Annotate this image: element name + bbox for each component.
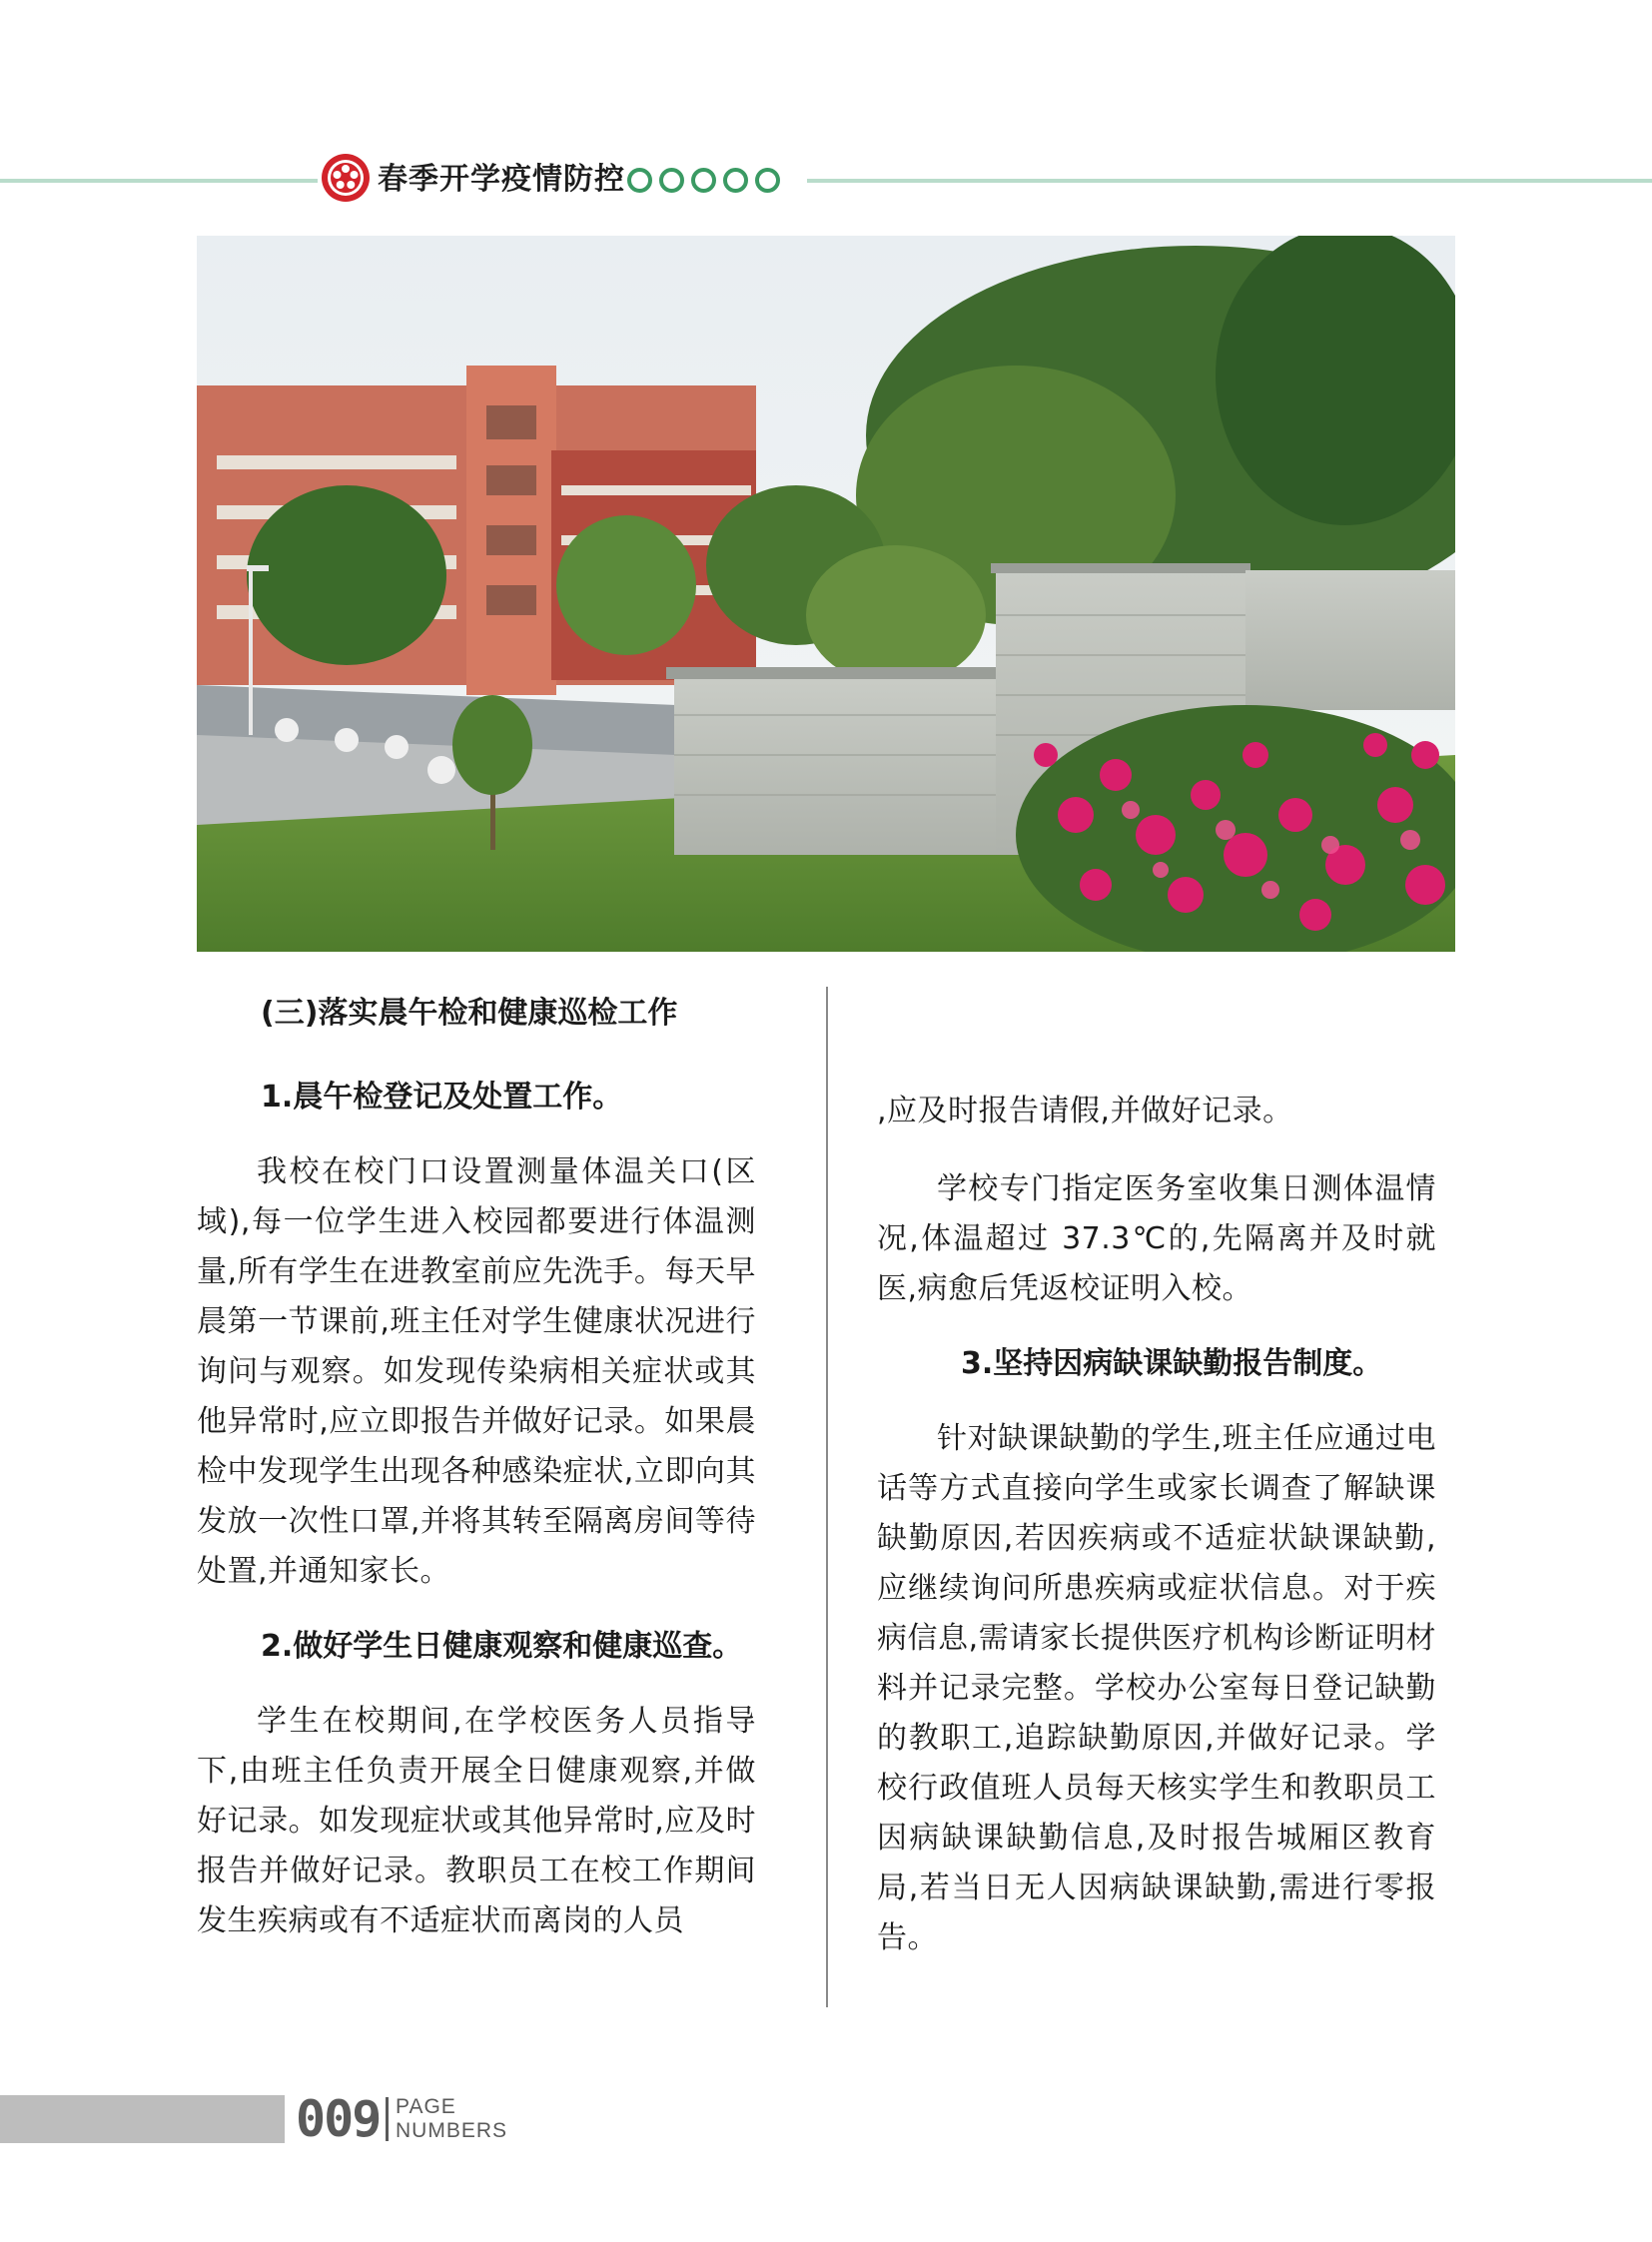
header-rings [627, 168, 780, 193]
page-number: 009 [296, 2090, 381, 2148]
ring-icon [723, 168, 748, 193]
item2-body: 学生在校期间,在学校医务人员指导下,由班主任负责开展全日健康观察,并做好记录。如发现症状或其他异常时,应及时报告并做好记录。教职员工在校工作期间发生疾病或有不适症状而离岗的人员 [197, 1704, 756, 1938]
item1-heading: 1.晨午检登记及处置工作。 [261, 1080, 623, 1115]
item2-heading: 2.做好学生日健康观察和健康巡查。 [261, 1629, 743, 1664]
header-rule-left [0, 179, 318, 183]
footer-bar [0, 2095, 285, 2143]
item3-body: 针对缺课缺勤的学生,班主任应通过电话等方式直接向学生或家长调查了解缺课缺勤原因,若因疾病或不适症状缺课缺勤,应继续询问所患疾病或症状信息。对于疾病信息,需请家长提供医疗机构诊断证明材料并记录完整。学校办公室每日登记缺勤的教职工,追踪缺勤原因,并做好记录。学校行政值班人员每天核实学生和教职员工因病缺课缺勤信息,及时报告城厢区教育局,若当日无人因病缺课缺勤,需进行零报告。 [877, 1421, 1436, 1955]
item1-body: 我校在校门口设置测量体温关口(区域),每一位学生进入校园都要进行体温测量,所有学生在进教室前应先洗手。每天早晨第一节课前,班主任对学生健康状况进行询问与观察。如发现传染病相关症状或其他异常时,应立即报告并做好记录。如果晨检中发现学生出现各种感染症状,立即向其发放一次性口罩,并将其转至隔离房间等待处置,并通知家长。 [197, 1154, 756, 1589]
ring-icon [691, 168, 716, 193]
footer-label [396, 2095, 507, 2143]
ring-icon [755, 168, 780, 193]
footer-label-line2: NUMBERS [396, 2119, 508, 2142]
header-title: 春季开学疫情防控 [378, 162, 625, 197]
footer-label-line1: PAGE [396, 2095, 456, 2118]
item3-heading: 3.坚持因病缺课缺勤报告制度。 [961, 1346, 1383, 1381]
section-heading: (三)落实晨午检和健康巡检工作 [261, 996, 678, 1031]
header-rule-right [807, 179, 1652, 183]
item2-body-2: 学校专门指定医务室收集日测体温情况,体温超过 37.3℃的,先隔离并及时就医,病愈后凭返校证明入校。 [877, 1171, 1436, 1306]
campus-photo [197, 236, 1455, 952]
item2-body-continued: ,应及时报告请假,并做好记录。 [877, 1094, 1293, 1128]
left-column [197, 992, 756, 1974]
ring-icon [627, 168, 652, 193]
school-emblem-icon [321, 153, 371, 203]
column-divider [826, 987, 828, 2007]
ring-icon [659, 168, 684, 193]
footer-separator [386, 2097, 389, 2141]
right-column [877, 1087, 1436, 1991]
